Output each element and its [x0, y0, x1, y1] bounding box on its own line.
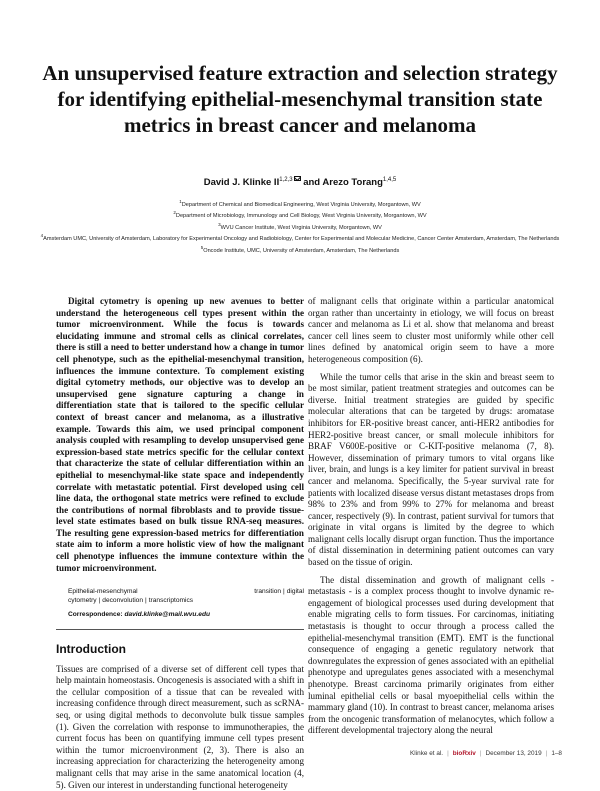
affiliation	[20, 198, 580, 209]
affiliation-list	[20, 198, 580, 255]
affiliation-text: Amsterdam UMC, University of Amsterdam, Laboratory for Experimental Oncology and Radiobiology, Center for Experimental and Molecular Medicine, Cancer Center Amsterdam, Amsterdam, The Netherlands	[43, 236, 560, 243]
author-conjunction: and	[303, 177, 321, 188]
author-name: Arezo Torang	[322, 177, 383, 188]
body-paragraph: The distal dissemination and growth of malignant cells - metastasis - is a complex process thought to involve dynamic re-engagement of biological processes used during development that enable migrating cells to form tissues. For carcinomas, initiating metastasis is thought to occur through a process called the epithelial-mesenchymal transition (EMT). EMT is the functional consequence of engaging a genetic regulatory network that downregulates the expression of genes associated with an epithelial phenotype and upregulates genes associated with a mesenchymal phenotype. Breast carcinoma primarily originates from either luminal epithelial cells or basal myoepithelial cells within the mammary gland (10). In contrast to breast cancer, melanoma arises from the oncogenic transformation of melanocytes, which follow a different developmental trajectory along the neural	[308, 574, 554, 736]
footer-pages: 1–8	[551, 750, 562, 757]
correspondence-email[interactable]: david.klinke@mail.wvu.edu	[124, 611, 211, 619]
footer-separator: |	[479, 750, 482, 757]
intro-paragraph: Tissues are comprised of a diverse set of different cell types that help maintain homeostasis. Oncogenesis is associated with a shift in the cellular composition of a tissue that can be revealed with increasing confidence through direct measurement, such as scRNA-seq, or using digital methods to deconvolute bulk tissue samples (1). Given the correlation with response to immunotherapies, the current focus has been on quantifying immune cell types present within the tumor microenvironment (2, 3). There is also an increasing appreciation for characterizing the heterogeneity among malignant cells that may arise in the same anatomical location (4, 5). Given our interest in understanding functional heterogeneity	[56, 663, 305, 790]
mail-icon[interactable]	[294, 176, 301, 181]
author-affiliation-sup: 1,4,5	[382, 176, 397, 183]
affiliation-text: WVU Cancer Institute, West Virginia University, Morgantown, WV	[220, 224, 382, 231]
paper-title: An unsupervised feature extraction and selection strategy for identifying epithelial-mesenchymal transition state metrics in breast cancer and melanoma	[42, 61, 558, 137]
keyword-separator: |	[145, 596, 147, 604]
footer-date: December 13, 2019	[485, 750, 542, 757]
keyword: deconvolution	[102, 596, 143, 604]
affiliation-text: Oncode Institute, UMC, University of Amsterdam, Amsterdam, The Netherlands	[203, 247, 400, 254]
abstract: Digital cytometry is opening up new avenues to better understand the heterogeneous cell types present within the tumor microenvironment. While the focus is towards elucidating immune and stromal cells as clinical correlates, there is still a need to better understand how a change in tumor cell phenotype, such as the epithelial-mesenchymal transition, influences the immune contexture. To complement existing digital cytometry methods, our objective was to develop an unsupervised gene signature capturing a change in differentiation state that is tailored to the specific cellular context of breast cancer and melanoma, as a illustrative example. Towards this aim, we used principal component analysis coupled with resampling to develop unsupervised gene expression-based state metrics specific for the cellular context that characterize the state of cellular differentiation within an epithelial to mesenchymal-like state space and independently correlate with metastatic potential. First developed using cell line data, the orthogonal state metrics were refined to exclude the contributions of normal fibroblasts and to provide tissue-level state estimates based on bulk tissue RNA-seq measures. The resulting gene expression-based metrics for differentiation state aim to inform a more holistic view of how the malignant cell phenotype influences the immune contexture within the tumor microenvironment.	[56, 296, 304, 573]
keyword: transcriptomics	[148, 596, 194, 604]
left-column	[56, 296, 304, 791]
keyword: digital cytometry	[68, 588, 304, 604]
affiliation	[20, 244, 580, 255]
affiliation-sup: 2	[173, 210, 176, 216]
section-heading-introduction: Introduction	[56, 642, 126, 657]
footer-author: Klinke et al.	[410, 750, 444, 757]
keywords	[68, 588, 304, 605]
affiliation-text: Department of Chemical and Biomedical Engineering, West Virginia University, Morgantown, WV	[181, 201, 421, 208]
keyword-separator: |	[283, 588, 285, 596]
affiliation-sup: 3	[218, 221, 221, 227]
footer-separator: |	[447, 750, 449, 757]
correspondence-label: Correspondence:	[68, 611, 123, 619]
affiliation	[20, 221, 580, 232]
affiliation-text: Department of Microbiology, Immunology and Cell Biology, West Virginia University, Morgantown, WV	[175, 213, 427, 220]
affiliation	[20, 232, 580, 243]
author-list	[40, 176, 560, 188]
affiliation-sup: 4	[40, 233, 44, 239]
author-affiliation-sup: 1,2,3	[279, 176, 293, 183]
keyword-separator: |	[98, 596, 101, 604]
right-column	[308, 296, 554, 743]
affiliation	[20, 209, 580, 220]
affiliation-sup: 1	[179, 199, 182, 204]
body-paragraph: of malignant cells that originate within a particular anatomical organ rather than uncertainty in etiology, we will focus on breast cancer and melanoma as Li et al. show that melanoma and breast cancer cell lines seem to cluster most uniformly while other cell lines defined by anatomical origin seem to have a more heterogeneous composition (6).	[308, 296, 554, 364]
keyword: Epithelial-mesenchymal transition	[68, 588, 282, 596]
page-footer	[372, 750, 562, 757]
footer-separator: |	[545, 750, 548, 757]
affiliation-sup: 5	[200, 244, 204, 250]
divider	[56, 629, 304, 630]
author-name: David J. Klinke II	[203, 177, 280, 188]
correspondence	[68, 609, 304, 621]
body-paragraph: While the tumor cells that arise in the skin and breast seem to be most similar, patient treatment strategies and outcomes can be diverse. Initial treatment strategies are guided by specific molecular alterations that can be targeted by drugs: aromatase inhibitors for ER-positive breast cancer, anti-HER2 antibodies for HER2-positive breast cancer, or small molecule inhibitors for BRAF V600E-positive or C-KIT-positive melanoma (7, 8). However, dissemination of primary tumors to vital organs like liver, brain, and lungs is a key limiter for patient survival in breast cancer and melanoma. Specifically, the 5-year survival rate for patients with localized disease versus distant metastases drops from 98% to 23% and from 99% to 27% for melanoma and breast cancer, respectively (9). In contrast, patient survival for tumors that originate in vital organs is limited by the degree to which malignant cells locally disrupt organ function. Thus the importance of distal dissemination in determining patient outcomes can vary based on the tissue of origin.	[308, 371, 554, 568]
biorxiv-logo: bioRxiv	[452, 750, 476, 757]
